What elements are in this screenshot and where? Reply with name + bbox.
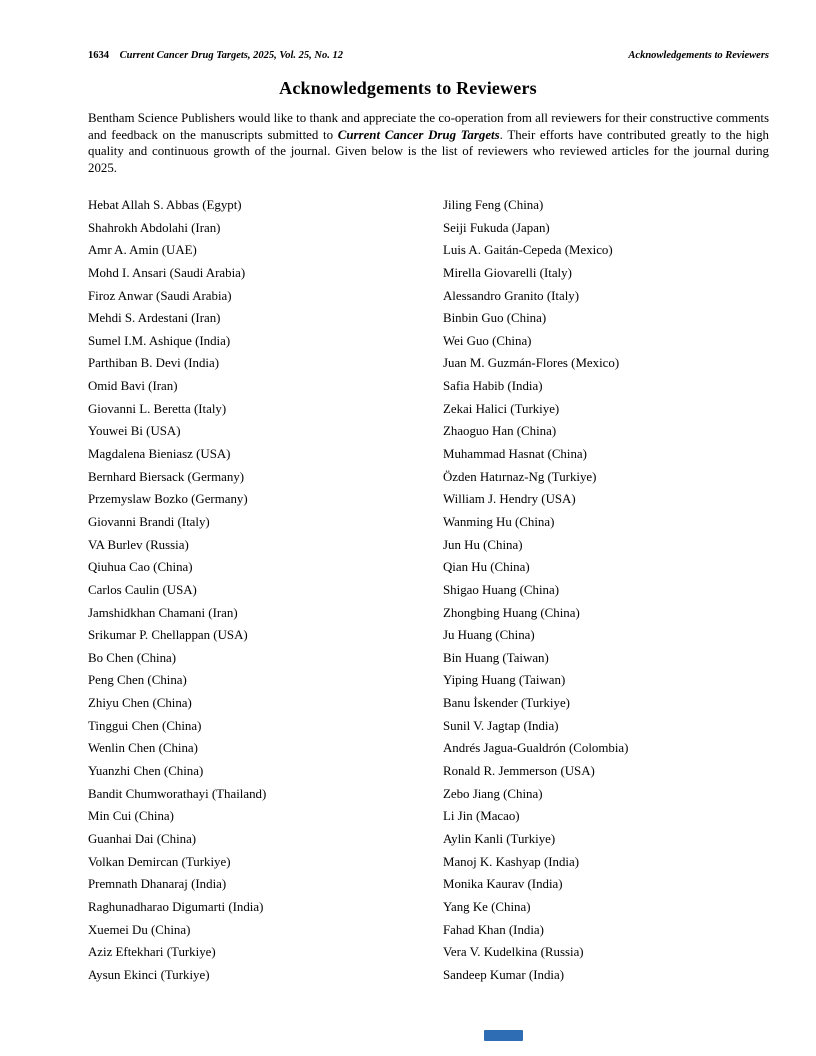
- reviewer-name: Andrés Jagua-Gualdrón (Colombia): [443, 741, 629, 756]
- reviewer-name: Yiping Huang (Taiwan): [443, 673, 566, 688]
- reviewer-name: Aylin Kanli (Turkiye): [443, 831, 556, 846]
- running-head-right: Acknowledgements to Reviewers: [628, 50, 769, 61]
- reviewer-name: Zhaoguo Han (China): [443, 424, 557, 439]
- reviewer-name: Volkan Demircan (Turkiye): [88, 854, 231, 869]
- reviewer-name: Qian Hu (China): [443, 560, 530, 575]
- intro-text-part2: . Their efforts have contributed greatly to the high quality and continuous growth of the journal. Given below is the list of reviewers who reviewed articles for the journal during 2025.: [88, 127, 769, 175]
- reviewer-name: Binbin Guo (China): [443, 311, 547, 326]
- journal-name: Current Cancer Drug Targets: [337, 127, 500, 142]
- intro-text-part1: Bentham Science Publishers would like to thank and appreciate the co-operation from all reviewers for their constructive comments and feedback on the manuscripts submitted to: [88, 111, 769, 142]
- reviewer-name: Li Jin (Macao): [443, 809, 520, 824]
- reviewer-name: Muhammad Hasnat (China): [443, 447, 587, 462]
- reviewer-name: Shigao Huang (China): [443, 582, 559, 597]
- reviewer-name: Alessandro Granito (Italy): [443, 288, 580, 303]
- reviewer-name: William J. Hendry (USA): [443, 492, 576, 507]
- reviewer-name: Aysun Ekinci (Turkiye): [88, 967, 210, 982]
- reviewer-name: Juan M. Guzmán-Flores (Mexico): [443, 356, 620, 371]
- reviewer-name: Amr A. Amin (UAE): [88, 243, 197, 258]
- reviewer-column-right: [443, 194, 769, 986]
- reviewer-name: Guanhai Dai (China): [88, 831, 197, 846]
- reviewer-name: Przemyslaw Bozko (Germany): [88, 492, 248, 507]
- page-title: Acknowledgements to Reviewers: [279, 78, 537, 98]
- reviewer-name: Aziz Eftekhari (Turkiye): [88, 945, 216, 960]
- reviewer-name: Wei Guo (China): [443, 333, 532, 348]
- reviewer-name: Hebat Allah S. Abbas (Egypt): [88, 198, 242, 212]
- reviewer-name: Carlos Caulin (USA): [88, 582, 197, 597]
- reviewer-name: Sunil V. Jagtap (India): [443, 718, 559, 733]
- reviewer-name: Vera V. Kudelkina (Russia): [443, 945, 584, 960]
- reviewer-name: Min Cui (China): [88, 809, 174, 824]
- reviewer-name: Ronald R. Jemmerson (USA): [443, 764, 595, 779]
- reviewer-name: Fahad Khan (India): [443, 922, 544, 937]
- reviewer-name: Giovanni Brandi (Italy): [88, 514, 210, 529]
- intro-paragraph: [88, 110, 769, 176]
- reviewer-name: Sumel I.M. Ashique (India): [88, 333, 231, 348]
- reviewer-name: Mehdi S. Ardestani (Iran): [88, 311, 221, 326]
- reviewer-name: Srikumar P. Chellappan (USA): [88, 628, 248, 643]
- reviewer-name: Bo Chen (China): [88, 650, 177, 665]
- reviewer-name: Mirella Giovarelli (Italy): [443, 265, 572, 280]
- reviewer-name: Jiling Feng (China): [443, 198, 544, 212]
- reviewer-name: Yuanzhi Chen (China): [88, 764, 204, 779]
- reviewer-name: Wanming Hu (China): [443, 514, 555, 529]
- reviewer-name: Youwei Bi (USA): [88, 424, 181, 439]
- reviewer-name: Mohd I. Ansari (Saudi Arabia): [88, 265, 246, 280]
- reviewer-name: Özden Hatırnaz-Ng (Turkiye): [443, 469, 597, 484]
- reviewer-name: Monika Kaurav (India): [443, 877, 563, 892]
- reviewer-name: Banu İskender (Turkiye): [443, 696, 570, 711]
- reviewer-name: Bin Huang (Taiwan): [443, 650, 549, 665]
- reviewer-name: Peng Chen (China): [88, 673, 187, 688]
- reviewer-name: Seiji Fukuda (Japan): [443, 220, 550, 235]
- reviewer-column-left: [88, 194, 443, 986]
- journal-citation: Current Cancer Drug Targets, 2025, Vol. 25, No. 12: [119, 50, 343, 61]
- reviewer-name: Yang Ke (China): [443, 899, 531, 914]
- reviewer-name: Zhongbing Huang (China): [443, 605, 580, 620]
- reviewer-name: Zebo Jiang (China): [443, 786, 543, 801]
- reviewer-name: Zekai Halici (Turkiye): [443, 401, 560, 416]
- reviewer-name: Parthiban B. Devi (India): [88, 356, 220, 371]
- running-head: [88, 50, 769, 62]
- reviewer-name: Jun Hu (China): [443, 537, 523, 552]
- reviewer-name: Safia Habib (India): [443, 379, 543, 394]
- reviewer-name: Bandit Chumworathayi (Thailand): [88, 786, 267, 801]
- page-number: 1634: [88, 50, 109, 61]
- running-head-left: [88, 50, 343, 62]
- reviewer-name: Shahrokh Abdolahi (Iran): [88, 220, 221, 235]
- reviewer-name: Firoz Anwar (Saudi Arabia): [88, 288, 232, 303]
- reviewer-name: Luis A. Gaitán-Cepeda (Mexico): [443, 243, 613, 258]
- reviewer-name: Xuemei Du (China): [88, 922, 191, 937]
- reviewer-name: Qiuhua Cao (China): [88, 560, 193, 575]
- reviewer-name: Zhiyu Chen (China): [88, 696, 192, 711]
- reviewer-name: Wenlin Chen (China): [88, 741, 198, 756]
- reviewer-name: Giovanni L. Beretta (Italy): [88, 401, 227, 416]
- reviewer-name: Raghunadharao Digumarti (India): [88, 899, 264, 914]
- reviewers-list: [88, 194, 769, 986]
- reviewer-name: Ju Huang (China): [443, 628, 535, 643]
- reviewer-name: Bernhard Biersack (Germany): [88, 469, 245, 484]
- reviewer-name: Magdalena Bieniasz (USA): [88, 447, 231, 462]
- reviewer-name: Tinggui Chen (China): [88, 718, 202, 733]
- reviewer-name: Omid Bavi (Iran): [88, 379, 178, 394]
- reviewer-name: Jamshidkhan Chamani (Iran): [88, 605, 238, 620]
- reviewer-name: Manoj K. Kashyap (India): [443, 854, 580, 869]
- reviewer-name: Sandeep Kumar (India): [443, 967, 564, 982]
- reviewer-name: Premnath Dhanaraj (India): [88, 877, 227, 892]
- reviewer-name: VA Burlev (Russia): [88, 537, 189, 552]
- footer-brand-bar: [484, 1030, 523, 1041]
